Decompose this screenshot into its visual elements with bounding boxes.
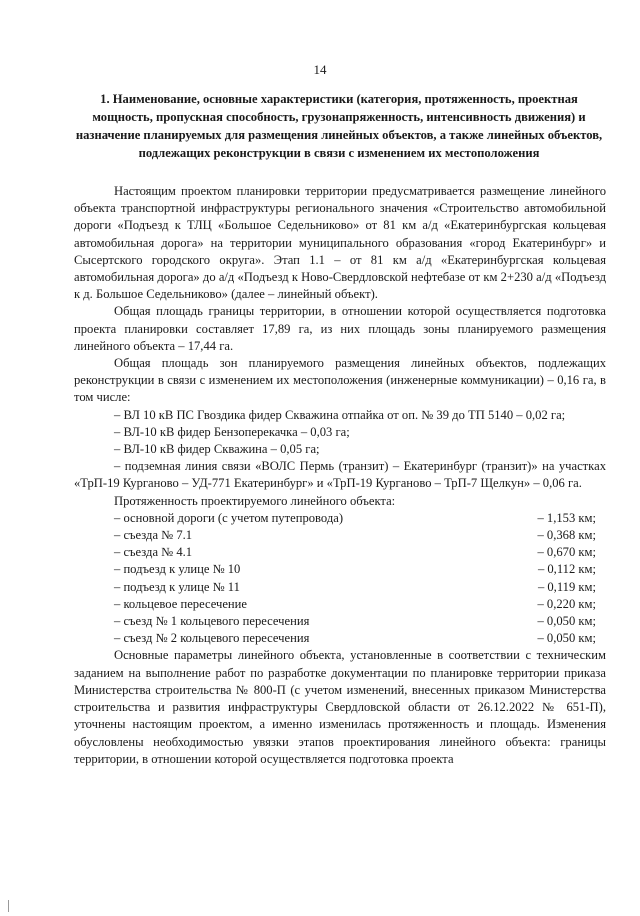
length-label: – съезд № 2 кольцевого пересечения bbox=[114, 631, 310, 646]
page-number: 14 bbox=[313, 62, 327, 77]
lengths-table bbox=[114, 510, 606, 648]
length-label: – кольцевое пересечение bbox=[114, 596, 248, 611]
length-label: – съезд № 1 кольцевого пересечения bbox=[114, 614, 310, 629]
paragraph-reconstruction-area: Общая площадь зон планируемого размещения линейных объектов, подлежащих реконструкции в связи с изменением их местоположения (инженерные коммуникации) – 0,16 га, в том числе: bbox=[74, 356, 606, 405]
paragraph-closing: Основные параметры линейного объекта, установленные в соответствии с техническим заданием на выполнение работ по разработке документации по планировке территории приказа Министерства строительства № 800-П (с учетом изменений, внесенных приказом Министерства строительства и развития инфраструктуры Свердловской области от 26.12.2022 № 651-П), уточнены настоящим проектом, а именно изменилась протяженность и площадь. Изменения обусловлены необходимостью увязки этапов проектирования линейного объекта: границы территории, в отношении которой осуществляется подготовка проекта bbox=[74, 648, 606, 766]
length-value: – 0,220 км; bbox=[537, 596, 596, 611]
length-value: – 0,112 км; bbox=[537, 562, 596, 577]
length-value: – 0,368 км; bbox=[537, 528, 596, 543]
table-row bbox=[114, 630, 606, 647]
length-label: – съезда № 4.1 bbox=[114, 545, 193, 560]
length-label: – основной дороги (с учетом путепровода) bbox=[114, 510, 344, 525]
list-item: – ВЛ-10 кВ фидер Бензоперекачка – 0,03 га; bbox=[114, 424, 350, 439]
length-value: – 1,153 км; bbox=[537, 510, 596, 525]
list-item: – подземная линия связи «ВОЛС Пермь (транзит) – Екатеринбург (транзит)» на участках «ТрП-19 Курганово – УД-771 Екатеринбург» и «ТрП-19 Курганово – ТрП-7 Щелкун» – 0,06 га. bbox=[74, 459, 606, 491]
table-row bbox=[114, 596, 606, 613]
scan-margin-mark bbox=[8, 900, 9, 912]
paragraph-intro: Настоящим проектом планировки территории предусматривается размещение линейного объекта транспортной инфраструктуры регионального значения «Строительство автомобильной дороги «Подъезд к ТЛЦ «Большое Седельниково» от 81 км а/д «Екатеринбургская кольцевая автомобильная дорога» на территории муниципального образования «город Екатеринбург» и Сысертского городского округа». Этап 1.1 – от 81 км а/д «Екатеринбургская кольцевая автомобильная дорога» до а/д «Подъезд к Ново-Свердловской нефтебазе от км 2+230 а/д «Подъезд к д. Большое Седельниково» (далее – линейный объект). bbox=[74, 184, 606, 302]
list-item: – ВЛ-10 кВ фидер Скважина – 0,05 га; bbox=[114, 442, 320, 457]
document-body bbox=[74, 183, 606, 768]
table-row bbox=[114, 544, 606, 561]
length-label: – подъезд к улице № 10 bbox=[114, 562, 241, 577]
list-item: – ВЛ 10 кВ ПС Гвоздика фидер Скважина отпайка от оп. № 39 до ТП 5140 – 0,02 га; bbox=[114, 407, 566, 422]
length-label: – подъезд к улице № 11 bbox=[114, 579, 240, 594]
table-row bbox=[114, 510, 606, 527]
length-value: – 0,670 км; bbox=[537, 545, 596, 560]
section-heading: 1. Наименование, основные характеристики (категория, протяженность, проектная мощность, пропускная способность, грузонапряженность, интенсивность движения) и назначение планируемых для размещения линейных объектов, а также линейных объектов, подлежащих реконструкции в связи с изменением их местоположения bbox=[75, 92, 603, 160]
table-row bbox=[114, 613, 606, 630]
paragraph-total-area: Общая площадь границы территории, в отношении которой осуществляется подготовка проекта планировки составляет 17,89 га, из них площадь зоны планируемого размещения линейного объекта – 17,44 га. bbox=[74, 304, 606, 353]
length-value: – 0,050 км; bbox=[537, 614, 596, 629]
table-row bbox=[114, 527, 606, 544]
length-value: – 0,119 км; bbox=[537, 579, 596, 594]
table-row bbox=[114, 561, 606, 578]
lengths-intro: Протяженность проектируемого линейного объекта: bbox=[114, 493, 396, 508]
length-label: – съезда № 7.1 bbox=[114, 528, 193, 543]
length-value: – 0,050 км; bbox=[537, 631, 596, 646]
table-row bbox=[114, 579, 606, 596]
